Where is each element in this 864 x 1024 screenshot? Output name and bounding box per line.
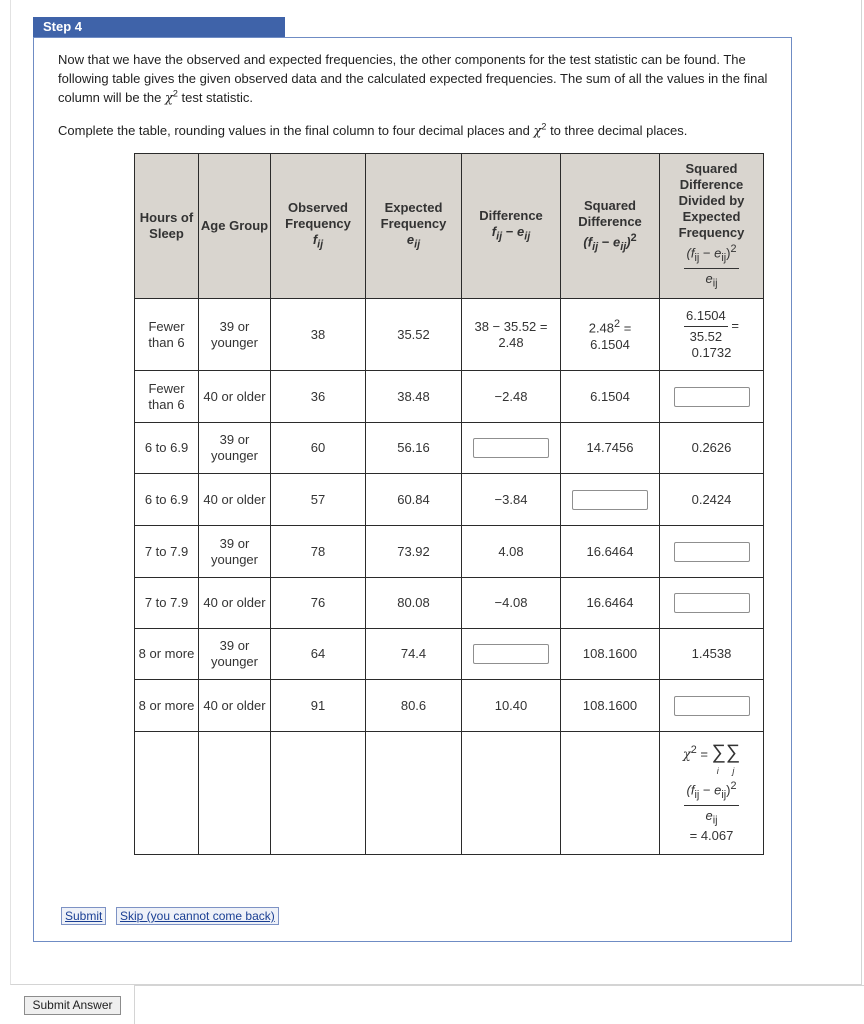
chi-square-result: = 4.067 [689,828,734,844]
squared-cell: 6.1504 [561,371,660,423]
header-age-group: Age Group [199,154,271,299]
age-cell: 40 or older [199,474,271,526]
hours-cell: 7 to 7.9 [135,578,199,629]
table-row [135,578,764,629]
age-cell: 40 or older [199,578,271,629]
difference-cell: −2.48 [462,371,561,423]
expected-cell: 74.4 [366,629,462,680]
chi-square-formula: $\chi^2$ = ∑∑ i j $\frac{(f_{ij} - e_{ij})^2}{e_{ij}}$ = 4.067 [660,732,764,855]
instruction-text: Complete the table, rounding values in the final column to four decimal places and [58,123,530,138]
header-observed-frequency: Observed Frequency $f_{ij}$ [271,154,366,299]
empty-cell [199,732,271,855]
final-answer-input[interactable] [674,387,750,407]
difference-cell [462,629,561,680]
intro-text-end: test statistic. [181,90,254,105]
hours-cell: 6 to 6.9 [135,474,199,526]
observed-cell: 76 [271,578,366,629]
header-hours-of-sleep: Hours of Sleep [135,154,199,299]
chi-exponent: 2 [541,121,547,132]
empty-cell [366,732,462,855]
squared-cell: 14.7456 [561,423,660,474]
final-cell [660,578,764,629]
squared-answer-input[interactable] [572,490,648,510]
final-cell [660,526,764,578]
table-row [135,299,764,371]
squared-cell: 16.6464 [561,578,660,629]
table-row [135,680,764,732]
hours-cell: Fewer than 6 [135,371,199,423]
header-squared-difference: Squared Difference $(f_{ij} - e_{ij})^2$ [561,154,660,299]
final-fraction: $\frac{6.1504}{35.52}$ [686,308,726,344]
table-row [135,526,764,578]
hours-cell: 7 to 7.9 [135,526,199,578]
final-cell: 0.2626 [660,423,764,474]
difference-cell: 4.08 [462,526,561,578]
table-row [135,629,764,680]
observed-cell: 38 [271,299,366,371]
age-cell: 39 or younger [199,629,271,680]
summary-fraction: $\frac{(f_{ij} - e_{ij})^2}{e_{ij}}$ [686,779,737,827]
header-difference: Difference $f_{ij} - e_{ij}$ [462,154,561,299]
observed-cell: 91 [271,680,366,732]
hours-cell: 8 or more [135,629,199,680]
expected-cell: 35.52 [366,299,462,371]
empty-cell [135,732,199,855]
age-cell: 39 or younger [199,423,271,474]
table-row [135,474,764,526]
table-row [135,423,764,474]
intro-paragraph [58,50,778,108]
hours-cell: 8 or more [135,680,199,732]
chi-symbol: χ [164,91,173,106]
hours-cell: Fewer than 6 [135,299,199,371]
squared-cell: 108.1600 [561,629,660,680]
observed-cell: 36 [271,371,366,423]
expected-cell: 73.92 [366,526,462,578]
header-row [135,154,764,299]
observed-cell: 78 [271,526,366,578]
difference-cell [462,423,561,474]
final-cell: $\frac{6.1504}{35.52}$ = 0.1732 [660,299,764,371]
final-cell [660,680,764,732]
chi-square-table [134,153,764,855]
squared-cell: 2.48$^2$ = 6.1504 [561,299,660,371]
summary-row [135,732,764,855]
intro-text: Now that we have the observed and expected frequencies, the other components for the test statistic can be found. The following table gives the given observed data and the calculated expected frequencies. The sum of all the values in the final column will be the [58,52,768,105]
final-cell: 0.2424 [660,474,764,526]
final-answer-input[interactable] [674,542,750,562]
table-row [135,371,764,423]
expected-cell: 80.6 [366,680,462,732]
chi-exponent: 2 [172,88,178,99]
age-cell: 39 or younger [199,526,271,578]
squared-cell: 16.6464 [561,526,660,578]
final-answer-input[interactable] [674,696,750,716]
empty-cell [561,732,660,855]
difference-cell: 10.40 [462,680,561,732]
answer-area [134,985,864,1024]
final-answer-input[interactable] [674,593,750,613]
final-cell: 1.4538 [660,629,764,680]
age-cell: 40 or older [199,680,271,732]
submit-button[interactable]: Submit [61,907,106,925]
observed-cell: 60 [271,423,366,474]
expected-cell: 56.16 [366,423,462,474]
difference-answer-input[interactable] [473,644,549,664]
chi-symbol: χ [533,124,542,139]
instruction-text-end: to three decimal places. [550,123,688,138]
empty-cell [462,732,561,855]
instruction-paragraph [58,121,778,141]
hours-cell: 6 to 6.9 [135,423,199,474]
empty-cell [271,732,366,855]
age-cell: 39 or younger [199,299,271,371]
squared-cell: 108.1600 [561,680,660,732]
age-cell: 40 or older [199,371,271,423]
final-cell [660,371,764,423]
difference-cell: −3.84 [462,474,561,526]
difference-cell: −4.08 [462,578,561,629]
header-expected-frequency: Expected Frequency $e_{ij}$ [366,154,462,299]
squared-cell [561,474,660,526]
expected-cell: 38.48 [366,371,462,423]
header-final-column: Squared Difference Divided by Expected Frequency $\frac{(f_{ij} - e_{ij})^2}{e_{ij}}$ [660,154,764,299]
difference-answer-input[interactable] [473,438,549,458]
expected-cell: 60.84 [366,474,462,526]
expected-cell: 80.08 [366,578,462,629]
difference-cell: 38 − 35.52 = 2.48 [462,299,561,371]
skip-button[interactable]: Skip (you cannot come back) [116,907,279,925]
observed-cell: 64 [271,629,366,680]
observed-cell: 57 [271,474,366,526]
step-label: Step 4 [33,17,285,37]
header-fraction: $\frac{(f_{ij} - e_{ij})^2}{e_{ij}}$ [686,242,737,290]
submit-answer-button[interactable]: Submit Answer [24,996,121,1015]
